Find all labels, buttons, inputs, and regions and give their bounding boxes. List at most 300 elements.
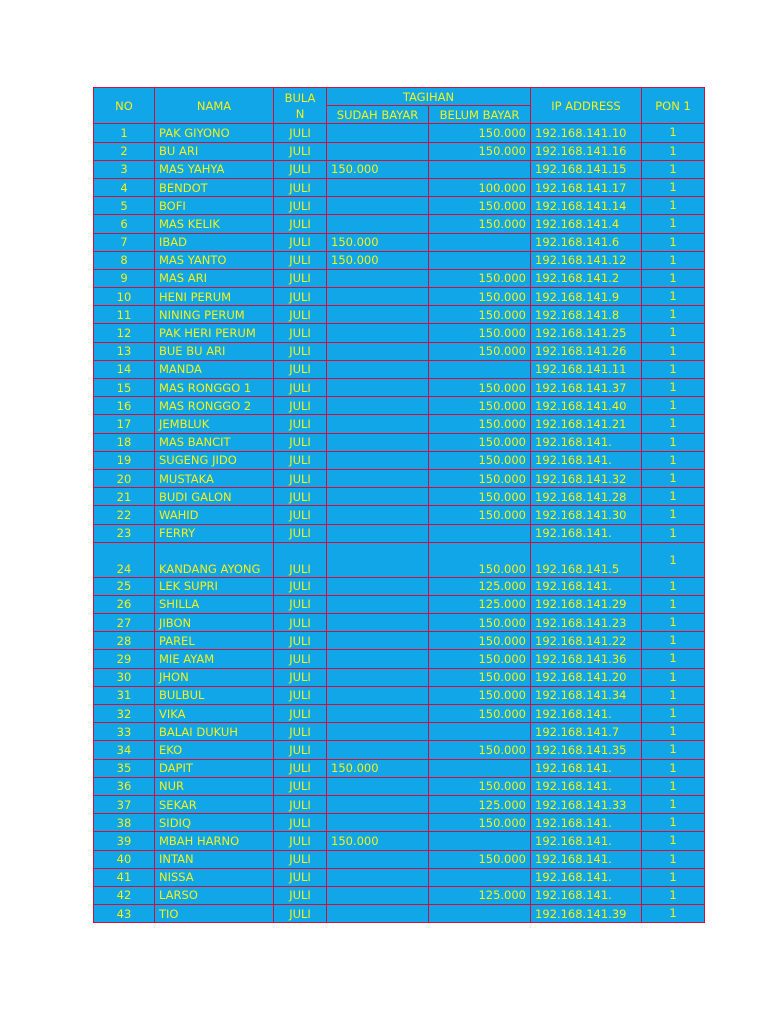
cell-ip-address: 192.168.141.12 xyxy=(531,251,642,269)
cell-nama: MANDA xyxy=(155,360,274,378)
cell-pon: 1 xyxy=(642,451,705,469)
cell-pon: 1 xyxy=(642,197,705,215)
cell-belum-bayar: 150.000 xyxy=(429,142,531,160)
cell-pon: 1 xyxy=(642,288,705,306)
cell-sudah-bayar xyxy=(327,124,429,142)
cell-ip-address: 192.168.141. xyxy=(531,577,642,595)
cell-nama: HENI PERUM xyxy=(155,288,274,306)
table-row xyxy=(94,632,705,650)
cell-no: 26 xyxy=(94,595,155,613)
table-row xyxy=(94,705,705,723)
cell-ip-address: 192.168.141.23 xyxy=(531,614,642,632)
cell-ip-address: 192.168.141.5 xyxy=(531,542,642,577)
cell-no: 9 xyxy=(94,269,155,287)
cell-ip-address: 192.168.141.22 xyxy=(531,632,642,650)
cell-bulan: JULI xyxy=(274,868,327,886)
cell-pon: 1 xyxy=(642,469,705,487)
cell-belum-bayar xyxy=(429,160,531,178)
cell-no: 23 xyxy=(94,524,155,542)
cell-ip-address: 192.168.141.2 xyxy=(531,269,642,287)
cell-bulan: JULI xyxy=(274,215,327,233)
cell-sudah-bayar xyxy=(327,306,429,324)
cell-sudah-bayar xyxy=(327,777,429,795)
cell-belum-bayar: 100.000 xyxy=(429,178,531,196)
cell-pon: 1 xyxy=(642,324,705,342)
cell-no: 29 xyxy=(94,650,155,668)
cell-pon: 1 xyxy=(642,759,705,777)
header-bulan xyxy=(274,88,327,124)
cell-belum-bayar xyxy=(429,251,531,269)
cell-belum-bayar xyxy=(429,360,531,378)
cell-sudah-bayar xyxy=(327,705,429,723)
cell-nama: DAPIT xyxy=(155,759,274,777)
table-row xyxy=(94,215,705,233)
cell-ip-address: 192.168.141.21 xyxy=(531,415,642,433)
cell-belum-bayar: 150.000 xyxy=(429,632,531,650)
cell-pon: 1 xyxy=(642,650,705,668)
cell-pon: 1 xyxy=(642,886,705,904)
cell-pon: 1 xyxy=(642,723,705,741)
cell-belum-bayar xyxy=(429,832,531,850)
cell-belum-bayar: 125.000 xyxy=(429,886,531,904)
cell-belum-bayar: 150.000 xyxy=(429,741,531,759)
billing-table xyxy=(93,87,705,923)
cell-no: 20 xyxy=(94,469,155,487)
table-row xyxy=(94,451,705,469)
cell-nama: MIE AYAM xyxy=(155,650,274,668)
cell-sudah-bayar xyxy=(327,506,429,524)
cell-no: 4 xyxy=(94,178,155,196)
cell-ip-address: 192.168.141.4 xyxy=(531,215,642,233)
cell-sudah-bayar xyxy=(327,905,429,923)
cell-no: 2 xyxy=(94,142,155,160)
cell-pon: 1 xyxy=(642,306,705,324)
header-no: NO xyxy=(94,88,155,124)
cell-no: 6 xyxy=(94,215,155,233)
cell-belum-bayar: 150.000 xyxy=(429,850,531,868)
cell-bulan: JULI xyxy=(274,686,327,704)
cell-belum-bayar: 150.000 xyxy=(429,215,531,233)
cell-nama: WAHID xyxy=(155,506,274,524)
table-row xyxy=(94,577,705,595)
cell-bulan: JULI xyxy=(274,650,327,668)
cell-nama: PAK HERI PERUM xyxy=(155,324,274,342)
cell-pon: 1 xyxy=(642,251,705,269)
cell-belum-bayar: 125.000 xyxy=(429,577,531,595)
cell-no: 35 xyxy=(94,759,155,777)
cell-sudah-bayar xyxy=(327,668,429,686)
cell-pon: 1 xyxy=(642,850,705,868)
cell-bulan: JULI xyxy=(274,723,327,741)
cell-no: 13 xyxy=(94,342,155,360)
table-row xyxy=(94,142,705,160)
cell-sudah-bayar xyxy=(327,360,429,378)
cell-ip-address: 192.168.141. xyxy=(531,886,642,904)
cell-sudah-bayar: 150.000 xyxy=(327,832,429,850)
table-row xyxy=(94,469,705,487)
cell-no: 15 xyxy=(94,379,155,397)
cell-belum-bayar: 150.000 xyxy=(429,705,531,723)
cell-ip-address: 192.168.141.28 xyxy=(531,488,642,506)
cell-no: 14 xyxy=(94,360,155,378)
header-sudah-bayar: SUDAH BAYAR xyxy=(327,106,429,124)
cell-no: 1 xyxy=(94,124,155,142)
cell-bulan: JULI xyxy=(274,795,327,813)
cell-bulan: JULI xyxy=(274,614,327,632)
cell-belum-bayar: 150.000 xyxy=(429,542,531,577)
cell-no: 25 xyxy=(94,577,155,595)
cell-bulan: JULI xyxy=(274,759,327,777)
cell-bulan: JULI xyxy=(274,577,327,595)
cell-bulan: JULI xyxy=(274,178,327,196)
cell-bulan: JULI xyxy=(274,451,327,469)
cell-no: 41 xyxy=(94,868,155,886)
cell-bulan: JULI xyxy=(274,777,327,795)
cell-belum-bayar: 150.000 xyxy=(429,379,531,397)
cell-no: 21 xyxy=(94,488,155,506)
cell-nama: BUDI GALON xyxy=(155,488,274,506)
cell-no: 38 xyxy=(94,814,155,832)
cell-no: 17 xyxy=(94,415,155,433)
cell-bulan: JULI xyxy=(274,595,327,613)
cell-nama: NISSA xyxy=(155,868,274,886)
cell-no: 42 xyxy=(94,886,155,904)
cell-pon: 1 xyxy=(642,124,705,142)
cell-sudah-bayar: 150.000 xyxy=(327,759,429,777)
cell-belum-bayar: 150.000 xyxy=(429,488,531,506)
cell-nama: PAREL xyxy=(155,632,274,650)
cell-no: 27 xyxy=(94,614,155,632)
cell-ip-address: 192.168.141. xyxy=(531,433,642,451)
cell-sudah-bayar xyxy=(327,342,429,360)
cell-ip-address: 192.168.141.25 xyxy=(531,324,642,342)
table-row xyxy=(94,488,705,506)
cell-pon: 1 xyxy=(642,506,705,524)
cell-belum-bayar: 150.000 xyxy=(429,469,531,487)
table-row xyxy=(94,595,705,613)
cell-belum-bayar xyxy=(429,723,531,741)
cell-belum-bayar: 150.000 xyxy=(429,306,531,324)
table-row xyxy=(94,795,705,813)
cell-bulan: JULI xyxy=(274,415,327,433)
cell-ip-address: 192.168.141. xyxy=(531,524,642,542)
cell-ip-address: 192.168.141. xyxy=(531,868,642,886)
cell-belum-bayar: 150.000 xyxy=(429,415,531,433)
header-bulan-line2: N xyxy=(295,106,305,121)
cell-pon: 1 xyxy=(642,614,705,632)
cell-nama: MBAH HARNO xyxy=(155,832,274,850)
table-row xyxy=(94,759,705,777)
cell-belum-bayar: 150.000 xyxy=(429,397,531,415)
cell-pon: 1 xyxy=(642,142,705,160)
cell-pon: 1 xyxy=(642,160,705,178)
cell-pon: 1 xyxy=(642,360,705,378)
cell-pon: 1 xyxy=(642,832,705,850)
cell-nama: NUR xyxy=(155,777,274,795)
cell-ip-address: 192.168.141. xyxy=(531,451,642,469)
cell-no: 37 xyxy=(94,795,155,813)
cell-nama: INTAN xyxy=(155,850,274,868)
cell-ip-address: 192.168.141.33 xyxy=(531,795,642,813)
table-row xyxy=(94,868,705,886)
cell-nama: MAS RONGGO 1 xyxy=(155,379,274,397)
cell-sudah-bayar xyxy=(327,868,429,886)
cell-no: 3 xyxy=(94,160,155,178)
cell-bulan: JULI xyxy=(274,542,327,577)
cell-nama: MAS BANCIT xyxy=(155,433,274,451)
table-row xyxy=(94,433,705,451)
cell-ip-address: 192.168.141.29 xyxy=(531,595,642,613)
cell-nama: SIDIQ xyxy=(155,814,274,832)
cell-belum-bayar: 150.000 xyxy=(429,614,531,632)
cell-pon: 1 xyxy=(642,397,705,415)
table-row xyxy=(94,360,705,378)
cell-pon: 1 xyxy=(642,686,705,704)
cell-pon: 1 xyxy=(642,524,705,542)
cell-nama: SUGENG JIDO xyxy=(155,451,274,469)
cell-sudah-bayar xyxy=(327,269,429,287)
cell-bulan: JULI xyxy=(274,668,327,686)
table-row xyxy=(94,506,705,524)
cell-ip-address: 192.168.141. xyxy=(531,777,642,795)
header-belum-bayar: BELUM BAYAR xyxy=(429,106,531,124)
cell-nama: IBAD xyxy=(155,233,274,251)
cell-no: 22 xyxy=(94,506,155,524)
table-row xyxy=(94,124,705,142)
cell-sudah-bayar xyxy=(327,795,429,813)
cell-sudah-bayar xyxy=(327,488,429,506)
table-row xyxy=(94,524,705,542)
table-row xyxy=(94,686,705,704)
cell-nama: MAS RONGGO 2 xyxy=(155,397,274,415)
table-row xyxy=(94,233,705,251)
cell-ip-address: 192.168.141.14 xyxy=(531,197,642,215)
cell-sudah-bayar xyxy=(327,451,429,469)
cell-sudah-bayar xyxy=(327,814,429,832)
cell-bulan: JULI xyxy=(274,506,327,524)
cell-nama: VIKA xyxy=(155,705,274,723)
cell-pon: 1 xyxy=(642,741,705,759)
table-row xyxy=(94,397,705,415)
cell-sudah-bayar xyxy=(327,650,429,668)
cell-sudah-bayar: 150.000 xyxy=(327,160,429,178)
cell-sudah-bayar xyxy=(327,288,429,306)
cell-nama: BOFI xyxy=(155,197,274,215)
cell-ip-address: 192.168.141. xyxy=(531,759,642,777)
cell-bulan: JULI xyxy=(274,397,327,415)
cell-ip-address: 192.168.141.35 xyxy=(531,741,642,759)
cell-nama: SEKAR xyxy=(155,795,274,813)
cell-bulan: JULI xyxy=(274,632,327,650)
cell-nama: NINING PERUM xyxy=(155,306,274,324)
cell-nama: LEK SUPRI xyxy=(155,577,274,595)
table-row xyxy=(94,668,705,686)
cell-nama: MUSTAKA xyxy=(155,469,274,487)
cell-bulan: JULI xyxy=(274,832,327,850)
cell-pon: 1 xyxy=(642,233,705,251)
table-row xyxy=(94,178,705,196)
table-row xyxy=(94,415,705,433)
table-row xyxy=(94,160,705,178)
cell-sudah-bayar xyxy=(327,415,429,433)
cell-belum-bayar: 150.000 xyxy=(429,124,531,142)
cell-belum-bayar: 150.000 xyxy=(429,451,531,469)
cell-sudah-bayar xyxy=(327,142,429,160)
cell-pon: 1 xyxy=(642,795,705,813)
cell-sudah-bayar xyxy=(327,723,429,741)
cell-no: 7 xyxy=(94,233,155,251)
cell-ip-address: 192.168.141.10 xyxy=(531,124,642,142)
cell-pon: 1 xyxy=(642,178,705,196)
cell-belum-bayar xyxy=(429,759,531,777)
cell-bulan: JULI xyxy=(274,379,327,397)
cell-belum-bayar xyxy=(429,524,531,542)
cell-bulan: JULI xyxy=(274,233,327,251)
cell-sudah-bayar xyxy=(327,741,429,759)
cell-nama: BENDOT xyxy=(155,178,274,196)
cell-pon: 1 xyxy=(642,632,705,650)
cell-sudah-bayar xyxy=(327,324,429,342)
cell-nama: LARSO xyxy=(155,886,274,904)
cell-sudah-bayar xyxy=(327,850,429,868)
cell-sudah-bayar xyxy=(327,379,429,397)
table-row xyxy=(94,197,705,215)
table-row xyxy=(94,886,705,904)
cell-ip-address: 192.168.141.30 xyxy=(531,506,642,524)
cell-pon: 1 xyxy=(642,215,705,233)
cell-bulan: JULI xyxy=(274,488,327,506)
cell-sudah-bayar xyxy=(327,577,429,595)
cell-pon: 1 xyxy=(642,488,705,506)
cell-sudah-bayar xyxy=(327,397,429,415)
cell-sudah-bayar: 150.000 xyxy=(327,233,429,251)
cell-no: 28 xyxy=(94,632,155,650)
cell-belum-bayar xyxy=(429,868,531,886)
cell-bulan: JULI xyxy=(274,142,327,160)
cell-sudah-bayar xyxy=(327,686,429,704)
table-row xyxy=(94,650,705,668)
cell-nama: MAS YANTO xyxy=(155,251,274,269)
cell-no: 30 xyxy=(94,668,155,686)
cell-ip-address: 192.168.141. xyxy=(531,832,642,850)
cell-ip-address: 192.168.141.34 xyxy=(531,686,642,704)
cell-nama: MAS ARI xyxy=(155,269,274,287)
cell-ip-address: 192.168.141.9 xyxy=(531,288,642,306)
cell-nama: BUE BU ARI xyxy=(155,342,274,360)
cell-belum-bayar: 125.000 xyxy=(429,795,531,813)
header-nama: NAMA xyxy=(155,88,274,124)
cell-belum-bayar: 150.000 xyxy=(429,433,531,451)
cell-ip-address: 192.168.141.36 xyxy=(531,650,642,668)
cell-pon: 1 xyxy=(642,595,705,613)
cell-bulan: JULI xyxy=(274,741,327,759)
cell-belum-bayar: 150.000 xyxy=(429,342,531,360)
cell-belum-bayar: 150.000 xyxy=(429,506,531,524)
cell-nama: BULBUL xyxy=(155,686,274,704)
cell-pon: 1 xyxy=(642,668,705,686)
table-row xyxy=(94,614,705,632)
cell-bulan: JULI xyxy=(274,886,327,904)
cell-bulan: JULI xyxy=(274,524,327,542)
cell-no: 33 xyxy=(94,723,155,741)
table-row xyxy=(94,342,705,360)
cell-nama: JIBON xyxy=(155,614,274,632)
cell-ip-address: 192.168.141.37 xyxy=(531,379,642,397)
cell-bulan: JULI xyxy=(274,251,327,269)
cell-nama: FERRY xyxy=(155,524,274,542)
cell-sudah-bayar xyxy=(327,433,429,451)
table-row xyxy=(94,251,705,269)
cell-ip-address: 192.168.141.16 xyxy=(531,142,642,160)
cell-ip-address: 192.168.141.20 xyxy=(531,668,642,686)
header-row-1 xyxy=(94,88,705,106)
cell-no: 40 xyxy=(94,850,155,868)
cell-belum-bayar: 150.000 xyxy=(429,686,531,704)
cell-no: 10 xyxy=(94,288,155,306)
header-tagihan: TAGIHAN xyxy=(327,88,531,106)
cell-nama: MAS YAHYA xyxy=(155,160,274,178)
cell-no: 32 xyxy=(94,705,155,723)
cell-bulan: JULI xyxy=(274,360,327,378)
cell-belum-bayar: 150.000 xyxy=(429,777,531,795)
cell-nama: JEMBLUK xyxy=(155,415,274,433)
cell-ip-address: 192.168.141. xyxy=(531,850,642,868)
cell-belum-bayar: 150.000 xyxy=(429,288,531,306)
cell-sudah-bayar: 150.000 xyxy=(327,251,429,269)
table-row xyxy=(94,832,705,850)
cell-ip-address: 192.168.141.7 xyxy=(531,723,642,741)
cell-pon: 1 xyxy=(642,415,705,433)
cell-no: 31 xyxy=(94,686,155,704)
cell-bulan: JULI xyxy=(274,324,327,342)
cell-nama: EKO xyxy=(155,741,274,759)
cell-sudah-bayar xyxy=(327,178,429,196)
header-ip-address: IP ADDRESS xyxy=(531,88,642,124)
cell-belum-bayar: 150.000 xyxy=(429,269,531,287)
cell-no: 24 xyxy=(94,542,155,577)
cell-bulan: JULI xyxy=(274,269,327,287)
cell-belum-bayar: 150.000 xyxy=(429,197,531,215)
cell-no: 39 xyxy=(94,832,155,850)
cell-bulan: JULI xyxy=(274,814,327,832)
cell-ip-address: 192.168.141. xyxy=(531,705,642,723)
cell-no: 8 xyxy=(94,251,155,269)
cell-belum-bayar xyxy=(429,905,531,923)
cell-pon: 1 xyxy=(642,814,705,832)
cell-bulan: JULI xyxy=(274,160,327,178)
cell-bulan: JULI xyxy=(274,705,327,723)
cell-pon: 1 xyxy=(642,379,705,397)
cell-ip-address: 192.168.141.6 xyxy=(531,233,642,251)
table-row xyxy=(94,723,705,741)
cell-nama: TIO xyxy=(155,905,274,923)
cell-ip-address: 192.168.141.8 xyxy=(531,306,642,324)
cell-bulan: JULI xyxy=(274,433,327,451)
cell-no: 12 xyxy=(94,324,155,342)
table-row xyxy=(94,542,705,577)
cell-ip-address: 192.168.141.32 xyxy=(531,469,642,487)
cell-belum-bayar: 125.000 xyxy=(429,595,531,613)
cell-no: 16 xyxy=(94,397,155,415)
cell-sudah-bayar xyxy=(327,595,429,613)
cell-pon: 1 xyxy=(642,577,705,595)
table-row xyxy=(94,306,705,324)
cell-pon: 1 xyxy=(642,777,705,795)
cell-pon: 1 xyxy=(642,542,705,577)
cell-sudah-bayar xyxy=(327,197,429,215)
table-row xyxy=(94,379,705,397)
cell-ip-address: 192.168.141.15 xyxy=(531,160,642,178)
